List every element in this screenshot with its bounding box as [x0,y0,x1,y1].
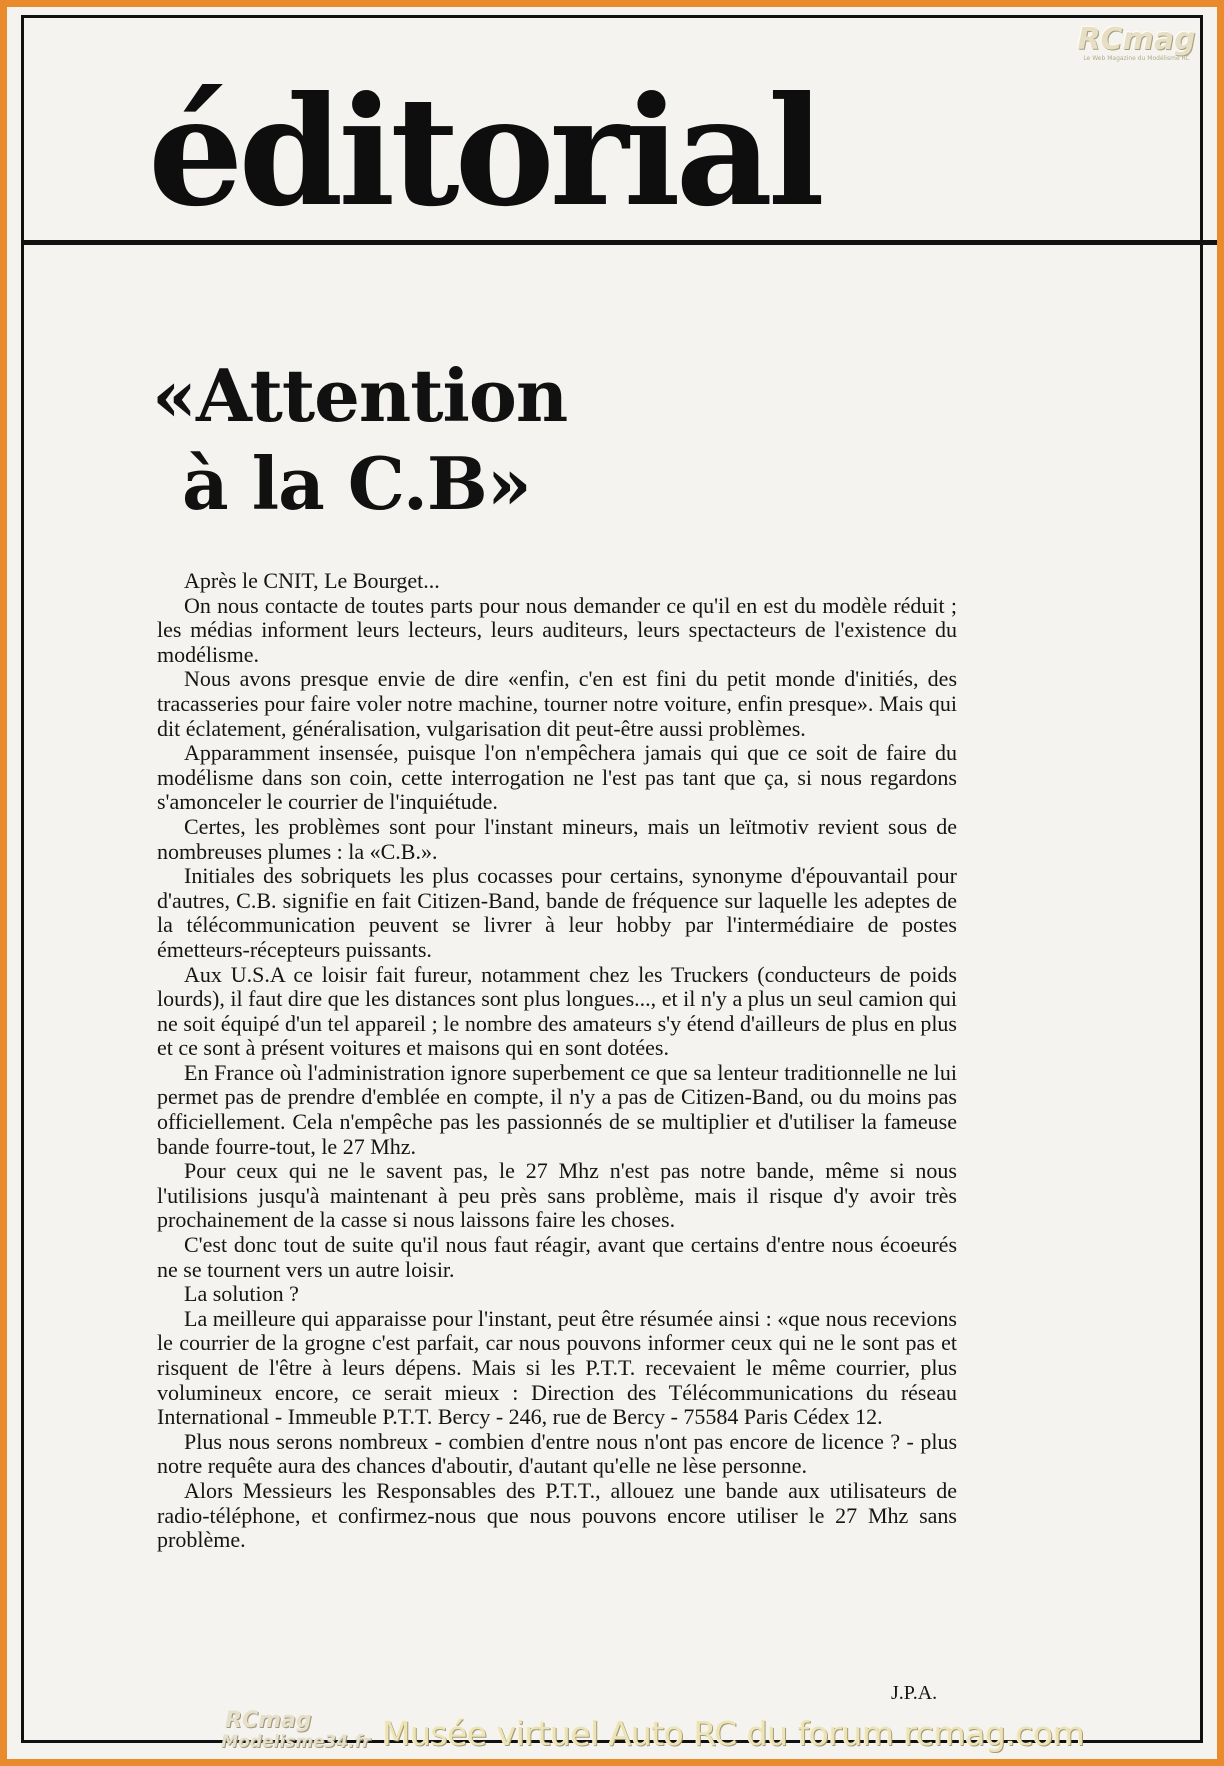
footer-logo [221,1710,381,1760]
paragraph: C'est donc tout de suite qu'il nous faut réagir, avant que certains d'entre nous écoeurés ne se tournent vers un autre loisir. [157,1232,957,1282]
paragraph: Certes, les problèmes sont pour l'instant mineurs, mais un leïtmotiv revient sous de nombreuses plumes : la «C.B.». [157,813,957,864]
paragraph: La solution ? [184,1281,299,1307]
paragraph: Plus nous serons nombreux - combien d'entre nous n'ont pas encore de licence ? - plus notre requête aura des chances d'aboutir, d'autant qu'elle ne lèse personne. [157,1428,957,1479]
author-signature: J.P.A. [891,1682,938,1704]
paragraph: Aux U.S.A ce loisir fait fureur, notamment chez les Truckers (conducteurs de poids lourds), il faut dire que les distances sont plus longues..., et il n'y a plus un seul camion qui ne soit équipé d'un tel appareil ; le nombre des amateurs s'y étend d'ailleurs de plus en plus et ce sont à présent voitures et maisons qui en sont dotées. [157,961,957,1061]
watermark-logo-subtitle: Le Web Magazine du Modélisme RC [1083,55,1190,62]
headline-line-2: à la C.B» [182,441,531,526]
article-body [157,569,957,1553]
paragraph: La meilleure qui apparaisse pour l'instant, peut être résumée ainsi : «que nous recevions le courrier de la grogne c'est parfait, car nous pouvons informer ceux qui ne le sont pas et risquent de l'être à leurs dépens. Mais si les P.T.T. recevaient le même courrier, plus volumineux encore, ce serait mieux : Direction des Télécommunications du réseau International - Immeuble P.T.T. Bercy - 246, rue de Bercy - 75584 Paris Cédex 12. [157,1305,957,1430]
watermark-logo-text: RCmag [1077,22,1196,57]
page-frame [7,7,1217,1759]
paragraph: Alors Messieurs les Responsables des P.T.T., allouez une bande aux utilisateurs de radio-téléphone, et confirmez-nous que nous pouvons encore utiliser le 27 Mhz sans problème. [157,1477,957,1553]
paragraph: En France où l'administration ignore superbement ce que sa lenteur traditionnelle ne lui permet pas de prendre d'emblée en compte, il n'y a pas de Citizen-Band, ou du moins pas officiellement. Cela n'empêche pas les passionnés de se multiplier et d'utiliser la fameuse bande fourre-tout, le 27 Mhz. [157,1059,957,1159]
paragraph: Pour ceux qui ne le savent pas, le 27 Mhz n'est pas notre bande, même si nous l'utilisions jusqu'à maintenant à peu près sans problème, mais il risque d'y avoir très prochainement de la casse si nous laissons faire les choses. [157,1158,957,1233]
headline-line-1: «Attention [152,353,568,438]
masthead-title: éditorial [148,64,820,240]
footer-caption: Musée virtuel Auto RC du forum rcmag.com [382,1714,1085,1753]
paragraph: Nous avons presque envie de dire «enfin, c'en est fini du petit monde d'initiés, des tracasseries pour faire voler notre machine, tourner notre voiture, enfin presque». Mais qui dit éclatement, généralisation, vulgarisation dit peut-être aussi problèmes. [157,666,957,741]
rcmag-watermark-logo [1069,22,1204,62]
footer-logo-line-2: Modelisme34.fr [221,1732,371,1752]
paragraph: On nous contacte de toutes parts pour nous demander ce qu'il en est du modèle réduit ; les médias informent leurs lecteurs, leurs auditeurs, leurs spectacteurs de l'existence du modélisme. [157,592,957,667]
paragraph: Initiales des sobriquets les plus cocasses pour certains, synonyme d'épouvantail pour d'autres, C.B. signifie en fait Citizen-Band, bande de fréquence sur laquelle les adeptes de la télécommunication peuvent se livrer à leur hobby par l'intermédiaire de postes émetteurs-récepteurs puissants. [157,863,957,962]
article-headline [152,352,567,528]
masthead-divider [21,240,1217,245]
paragraph: Après le CNIT, Le Bourget... [184,568,440,593]
footer-logo-line-1: RCmag [225,1708,312,1733]
paragraph: Apparamment insensée, puisque l'on n'empêchera jamais qui que ce soit de faire du modélisme dans son coin, cette interrogation ne l'est pas tant que ça, si nous regardons s'amonceler le courrier de l'inquiétude. [157,740,957,815]
